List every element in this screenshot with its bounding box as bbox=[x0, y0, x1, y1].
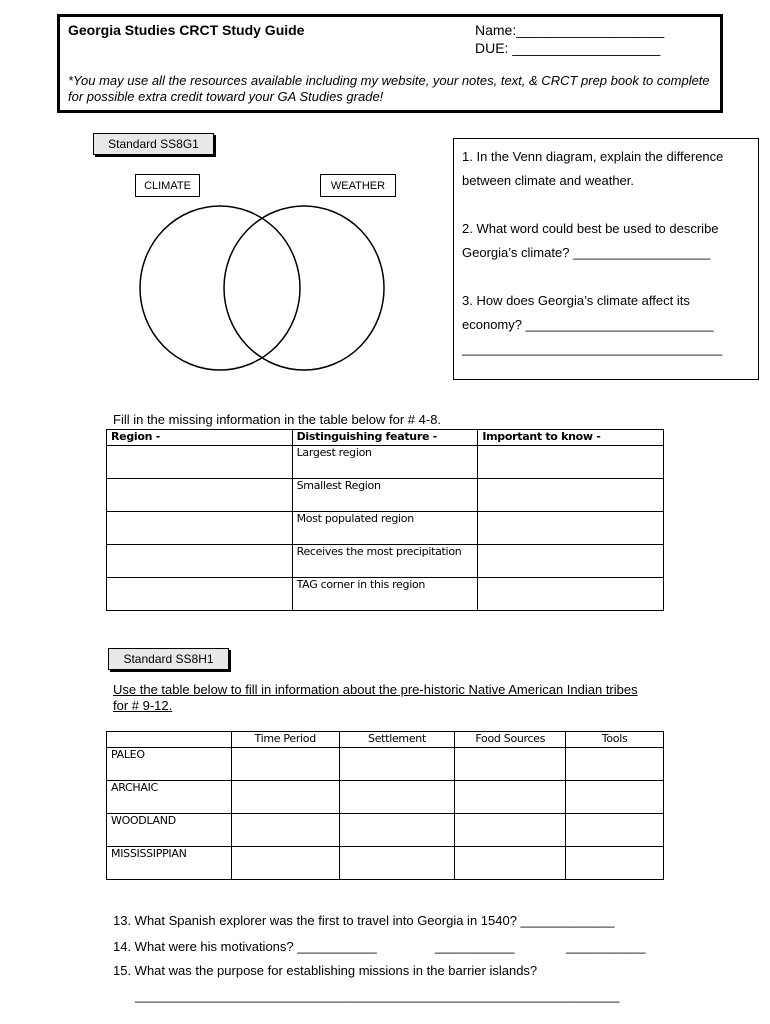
venn-label-climate: CLIMATE bbox=[135, 174, 200, 197]
table-row bbox=[107, 847, 664, 880]
table-row bbox=[107, 781, 664, 814]
question-15: 15. What was the purpose for establishing missions in the barrier islands? bbox=[113, 963, 538, 978]
time-period-cell[interactable] bbox=[231, 748, 339, 781]
venn-circle-weather[interactable] bbox=[224, 206, 384, 370]
question-1: 1. In the Venn diagram, explain the difference between climate and weather. bbox=[462, 149, 724, 188]
settlement-cell[interactable] bbox=[339, 781, 455, 814]
header-important: Important to know - bbox=[478, 430, 664, 446]
table-row bbox=[107, 578, 664, 611]
regions-instructions: Fill in the missing information in the table below for # 4-8. bbox=[113, 412, 442, 427]
region-cell[interactable] bbox=[107, 479, 293, 512]
header-region: Region - bbox=[107, 430, 293, 446]
table-row bbox=[107, 479, 664, 512]
tribes-table bbox=[106, 731, 664, 880]
questions-box bbox=[453, 138, 759, 380]
settlement-cell[interactable] bbox=[339, 748, 455, 781]
important-cell[interactable] bbox=[478, 545, 664, 578]
feature-cell: TAG corner in this region bbox=[292, 578, 478, 611]
tribe-name: WOODLAND bbox=[107, 814, 232, 847]
region-cell[interactable] bbox=[107, 446, 293, 479]
header-food-sources: Food Sources bbox=[455, 732, 566, 748]
question-13[interactable]: 13. What Spanish explorer was the first to travel into Georgia in 1540? _____________ bbox=[113, 913, 615, 928]
header-tools: Tools bbox=[566, 732, 664, 748]
question-15-answer-line[interactable]: ___________________________________________________________________ bbox=[135, 988, 620, 1003]
tools-cell[interactable] bbox=[566, 781, 664, 814]
time-period-cell[interactable] bbox=[231, 814, 339, 847]
important-cell[interactable] bbox=[478, 479, 664, 512]
venn-label-weather: WEATHER bbox=[320, 174, 396, 197]
feature-cell: Most populated region bbox=[292, 512, 478, 545]
table-row bbox=[107, 545, 664, 578]
tools-cell[interactable] bbox=[566, 748, 664, 781]
question-14-blank-2[interactable]: ___________ bbox=[435, 939, 515, 954]
important-cell[interactable] bbox=[478, 512, 664, 545]
question-3[interactable]: 3. How does Georgia’s climate affect its economy? __________________________ bbox=[462, 293, 714, 332]
table-row bbox=[107, 814, 664, 847]
food-sources-cell[interactable] bbox=[455, 748, 566, 781]
question-2[interactable]: 2. What word could best be used to describe Georgia’s climate? ___________________ bbox=[462, 221, 719, 260]
venn-diagram[interactable] bbox=[135, 195, 405, 380]
extra-credit-note: *You may use all the resources available including my website, your notes, text, & CRCT prep book to complete for possible extra credit toward your GA Studies grade! bbox=[68, 73, 710, 104]
name-field[interactable]: Name:___________________ bbox=[475, 22, 665, 38]
table-row bbox=[107, 748, 664, 781]
tools-cell[interactable] bbox=[566, 814, 664, 847]
settlement-cell[interactable] bbox=[339, 847, 455, 880]
header-blank bbox=[107, 732, 232, 748]
region-cell[interactable] bbox=[107, 578, 293, 611]
tribe-name: ARCHAIC bbox=[107, 781, 232, 814]
food-sources-cell[interactable] bbox=[455, 781, 566, 814]
feature-cell: Largest region bbox=[292, 446, 478, 479]
table-row bbox=[107, 446, 664, 479]
standard-ss8h1-label: Standard SS8H1 bbox=[108, 648, 229, 670]
tribe-name: PALEO bbox=[107, 748, 232, 781]
tools-cell[interactable] bbox=[566, 847, 664, 880]
settlement-cell[interactable] bbox=[339, 814, 455, 847]
page-title: Georgia Studies CRCT Study Guide bbox=[68, 22, 305, 38]
due-field[interactable]: DUE: ___________________ bbox=[475, 40, 661, 56]
question-14-blank-3[interactable]: ___________ bbox=[566, 939, 646, 954]
region-cell[interactable] bbox=[107, 545, 293, 578]
feature-cell: Smallest Region bbox=[292, 479, 478, 512]
table-row bbox=[107, 512, 664, 545]
food-sources-cell[interactable] bbox=[455, 814, 566, 847]
important-cell[interactable] bbox=[478, 446, 664, 479]
standard-ss8g1-label: Standard SS8G1 bbox=[93, 133, 214, 155]
header-settlement: Settlement bbox=[339, 732, 455, 748]
question-14[interactable]: 14. What were his motivations? ___________ bbox=[113, 939, 377, 954]
important-cell[interactable] bbox=[478, 578, 664, 611]
header-feature: Distinguishing feature - bbox=[292, 430, 478, 446]
time-period-cell[interactable] bbox=[231, 847, 339, 880]
header-time-period: Time Period bbox=[231, 732, 339, 748]
tribe-name: MISSISSIPPIAN bbox=[107, 847, 232, 880]
venn-circle-climate[interactable] bbox=[140, 206, 300, 370]
tribes-instructions: Use the table below to fill in information about the pre-historic Native American Indian tribes for # 9-12. bbox=[113, 682, 638, 713]
feature-cell: Receives the most precipitation bbox=[292, 545, 478, 578]
food-sources-cell[interactable] bbox=[455, 847, 566, 880]
question-3-answer-line[interactable]: ____________________________________ bbox=[462, 341, 723, 356]
regions-table bbox=[106, 429, 664, 611]
time-period-cell[interactable] bbox=[231, 781, 339, 814]
region-cell[interactable] bbox=[107, 512, 293, 545]
